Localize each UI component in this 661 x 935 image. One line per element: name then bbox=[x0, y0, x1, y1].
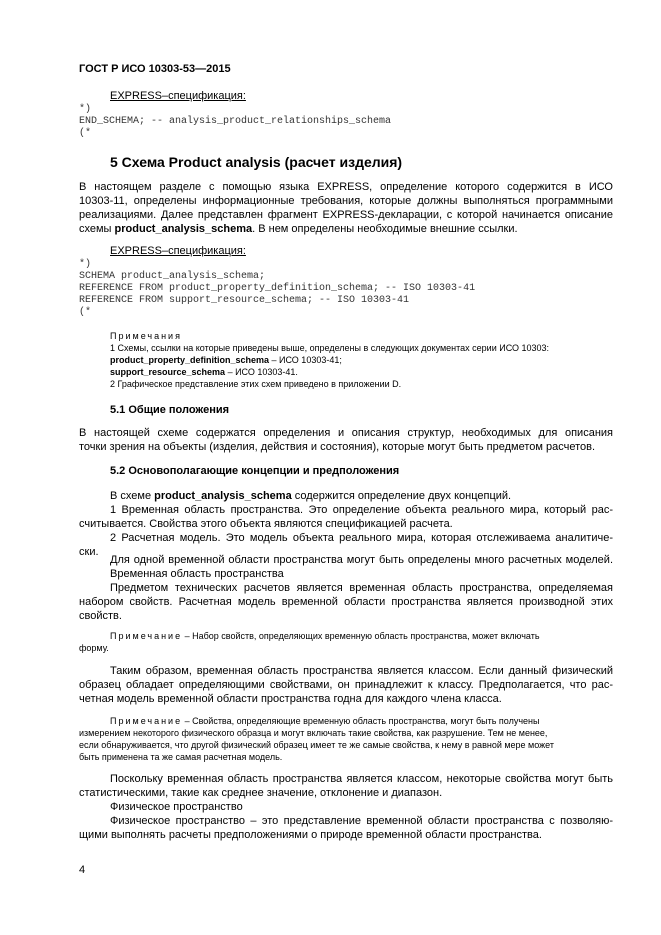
code-line: END_SCHEMA; -- analysis_product_relationships_schema bbox=[79, 116, 392, 127]
subsection-heading: 5.1 Общие положения bbox=[110, 404, 230, 416]
para-line: ски. bbox=[79, 546, 99, 558]
para-line: статистическими, такие как среднее значение, отклонение и диапазон. bbox=[79, 787, 443, 799]
para-line: четная модель временной области пространства годна для каждого члена класса. bbox=[79, 693, 502, 705]
code-line: *) bbox=[79, 104, 92, 115]
para-line: 10303-11, определены информационные требования, которые должны выполняться программными bbox=[79, 195, 613, 207]
note-line: Примечание – Набор свойств, определяющих временную область пространства, может включать bbox=[110, 631, 540, 641]
code-line: (* bbox=[79, 307, 92, 318]
para-line: В схеме product_analysis_schema содержится определение двух концепций. bbox=[110, 490, 512, 502]
note-title: Примечания bbox=[110, 331, 182, 341]
para-line: Для одной временной области пространства могут быть определены много расчетных моделей. bbox=[110, 554, 613, 566]
para-line: Предметом технических расчетов является временная область пространства, определяемая bbox=[110, 582, 613, 594]
note-line: 1 Схемы, ссылки на которые приведены выше, определены в следующих документах серии ИСО 10303: bbox=[110, 343, 550, 353]
para-line: Поскольку временная область пространства является классом, некоторые свойства могут быть bbox=[110, 773, 613, 785]
para-line: образец обладает определяющими свойствами, он принадлежит к классу. Предполагается, что рас- bbox=[79, 679, 613, 691]
code-line: REFERENCE FROM product_property_definition_schema; -- ISO 10303-41 bbox=[79, 283, 476, 294]
note-line: быть применена та же самая расчетная модель. bbox=[79, 752, 283, 762]
subsection-heading: 5.2 Основополагающие концепции и предположения bbox=[110, 465, 400, 477]
para-line: Таким образом, временная область пространства является классом. Если данный физический bbox=[110, 665, 613, 677]
para-line: Физическое пространство bbox=[110, 801, 243, 813]
note-line: форму. bbox=[79, 643, 109, 653]
code-line: *) bbox=[79, 259, 92, 270]
para-line: Временная область пространства bbox=[110, 568, 284, 580]
code-line: SCHEMA product_analysis_schema; bbox=[79, 271, 266, 282]
code-line: REFERENCE FROM support_resource_schema; -- ISO 10303-41 bbox=[79, 295, 410, 306]
express-spec-label-1: EXPRESS–спецификация: bbox=[110, 90, 246, 102]
para-line: В настоящем разделе с помощью языка EXPRESS, определение которого содержится в ИСО bbox=[79, 181, 613, 193]
para-line: щими выполнять расчеты предположениями о природе временной области пространства. bbox=[79, 829, 542, 841]
para-line: свойств. bbox=[79, 610, 122, 622]
express-spec-label-2: EXPRESS–спецификация: bbox=[110, 245, 246, 257]
section-heading: 5 Схема Product analysis (расчет изделия) bbox=[110, 154, 403, 170]
note-line: support_resource_schema – ИСО 10303-41. bbox=[110, 367, 298, 377]
note-line: 2 Графическое представление этих схем приведено в приложении D. bbox=[110, 379, 402, 389]
note-line: product_property_definition_schema – ИСО 10303-41; bbox=[110, 355, 342, 365]
para-line: точки зрения на объекты (изделия, действия и состояния), которые могут быть предметом расчетов. bbox=[79, 441, 596, 453]
para-line: 2 Расчетная модель. Это модель объекта реального мира, которая отслеживаема аналитиче- bbox=[110, 532, 613, 544]
code-line: (* bbox=[79, 128, 92, 139]
para-line: реализациями. Далее представлен фрагмент EXPRESS-декларации, с которой начинается описание bbox=[79, 209, 613, 221]
para-line: 1 Временная область пространства. Это определение объекта реального мира, который рас- bbox=[110, 504, 613, 516]
note-line: если обнаруживается, что другой физический образец имеет те же самые свойства, к нему в равной мере может bbox=[79, 740, 554, 750]
note-line: Примечание – Свойства, определяющие временную область пространства, могут быть получены bbox=[110, 716, 540, 726]
para-line: Физическое пространство – это представление временной области пространства с позволяю- bbox=[110, 815, 613, 827]
para-line: схемы product_analysis_schema. В нем определены необходимые внешние ссылки. bbox=[79, 223, 518, 235]
para-line: считывается. Свойства этого объекта являются спецификацией расчета. bbox=[79, 518, 453, 530]
para-line: набором свойств. Расчетная модель временной области пространства является производной этих bbox=[79, 596, 613, 608]
para-line: В настоящей схеме содержатся определения и описания структур, необходимых для описания bbox=[79, 427, 613, 439]
note-line: измерением некоторого физического образца и могут включать такие свойства, как разрушение. Тем не менее, bbox=[79, 728, 548, 738]
page-number: 4 bbox=[79, 864, 86, 876]
doc-header: ГОСТ Р ИСО 10303-53—2015 bbox=[79, 63, 231, 75]
